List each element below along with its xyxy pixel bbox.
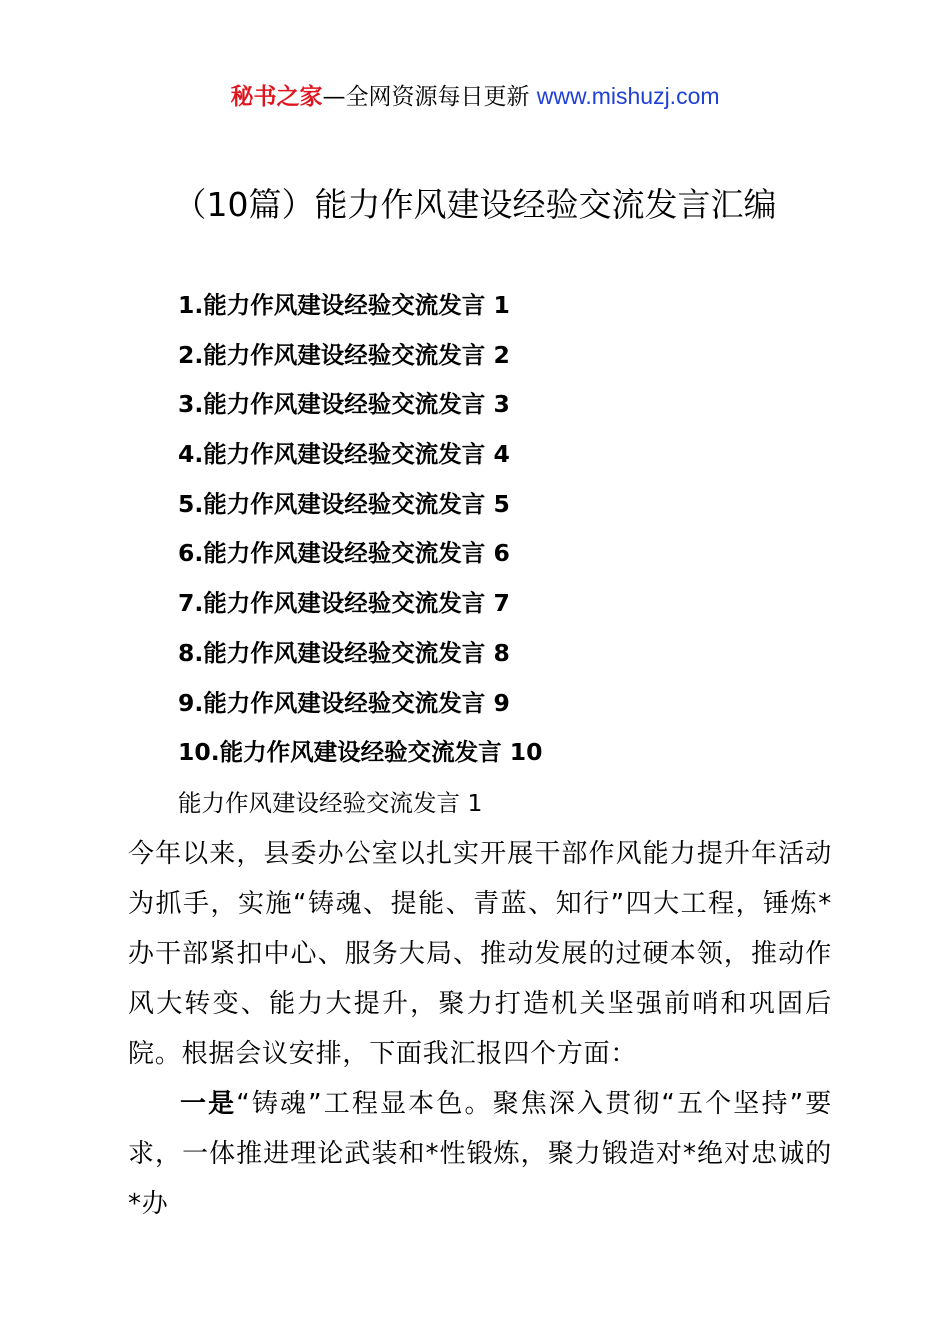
point-one-lead: 一是: [180, 1089, 237, 1119]
toc-item: 1.能力作风建设经验交流发言 1: [178, 291, 510, 319]
toc-item: 4.能力作风建设经验交流发言 4: [178, 440, 510, 469]
header-tagline: —全网资源每日更新: [322, 84, 537, 110]
point-one-paragraph: [128, 1079, 832, 1229]
site-url-link[interactable]: www.mishuzj.com: [536, 83, 720, 109]
toc-item: 10.能力作风建设经验交流发言 10: [178, 738, 543, 767]
document-body: [128, 829, 832, 1229]
toc-item: 9.能力作风建设经验交流发言 9: [178, 688, 510, 717]
toc-item: 3.能力作风建设经验交流发言 3: [178, 390, 510, 419]
point-one-text: “铸魂”工程显本色。聚焦深入贯彻“五个坚持”要求，一体推进理论武装和*性锻炼，聚力锻造对*绝对忠诚的*办: [128, 1089, 832, 1219]
toc-item: 5.能力作风建设经验交流发言 5: [178, 489, 510, 518]
toc-item: 2.能力作风建设经验交流发言 2: [178, 340, 510, 369]
table-of-contents: [178, 285, 543, 782]
document-title: （10篇）能力作风建设经验交流发言汇编: [173, 185, 777, 224]
toc-item: 7.能力作风建设经验交流发言 7: [178, 589, 510, 618]
site-header: [0, 80, 950, 113]
section-heading: 能力作风建设经验交流发言 1: [178, 789, 483, 817]
toc-item: 8.能力作风建设经验交流发言 8: [178, 638, 510, 667]
toc-item: 6.能力作风建设经验交流发言 6: [178, 539, 510, 568]
intro-paragraph: 今年以来，县委办公室以扎实开展干部作风能力提升年活动为抓手，实施“铸魂、提能、青蓝、知行”四大工程，锤炼*办干部紧扣中心、服务大局、推动发展的过硬本领，推动作风大转变、能力大提升，聚力打造机关坚强前哨和巩固后院。根据会议安排，下面我汇报四个方面：: [128, 839, 832, 1069]
brand-name: 秘书之家: [230, 84, 323, 110]
